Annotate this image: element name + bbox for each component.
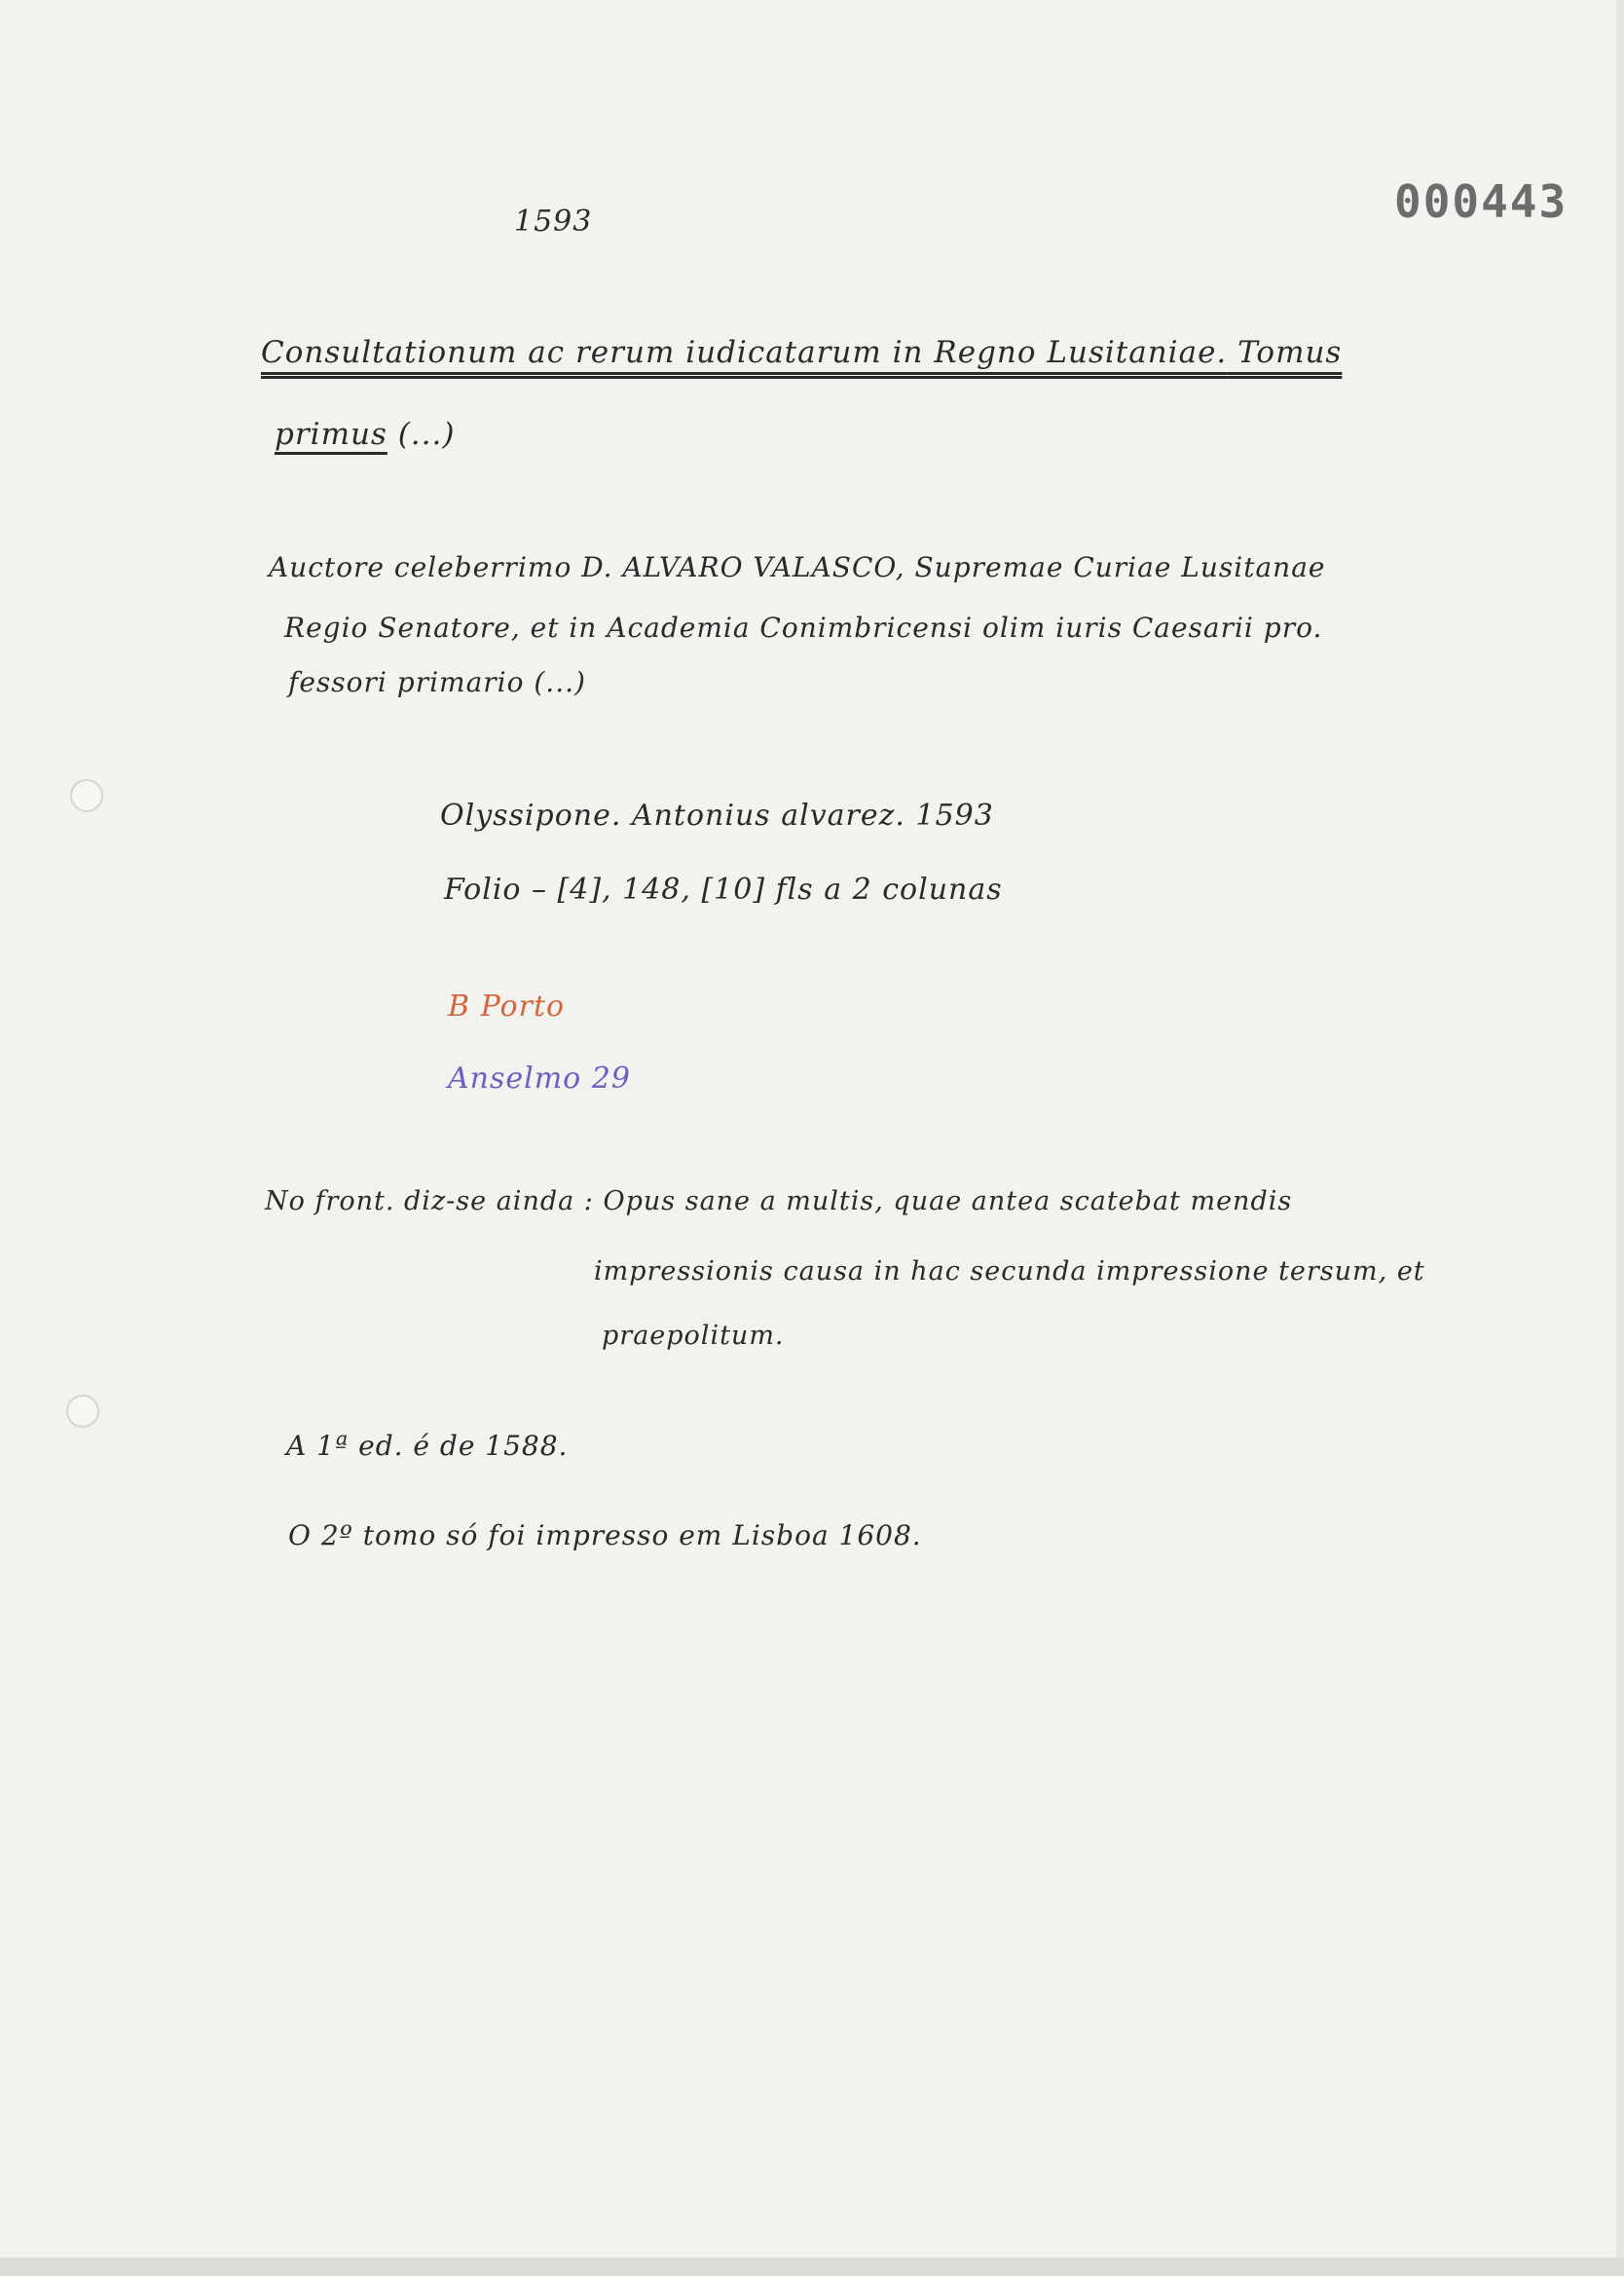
title-line-2-underlined: primus: [275, 417, 388, 452]
page-edge: [1616, 0, 1624, 2276]
note-line-2: impressionis causa in hac secunda impressione tersum, et: [594, 1256, 1425, 1287]
collation-line: Folio – [4], 148, [10] fls a 2 colunas: [444, 873, 1003, 907]
first-edition-note: A 1ª ed. é de 1588.: [286, 1430, 569, 1462]
note-line-3: praepolitum.: [602, 1321, 785, 1351]
title-line-1-text: Consultationum ac rerum iudicatarum in Regno Lusitaniae.: [261, 335, 1228, 370]
holding-anselmo: Anselmo 29: [448, 1062, 631, 1096]
author-line-2: Regio Senatore, et in Academia Conimbricensi olim iuris Caesarii pro.: [284, 612, 1323, 644]
title-line-2-rest: (...): [387, 417, 456, 452]
scan-bottom-edge: [0, 2257, 1624, 2276]
second-tome-note: O 2º tomo só foi impresso em Lisboa 1608.: [288, 1519, 922, 1551]
punch-hole-icon: [70, 779, 103, 812]
punch-hole-icon: [66, 1395, 99, 1428]
author-line-3: fessori primario (...): [288, 666, 586, 698]
author-line-1: Auctore celeberrimo D. ALVARO VALASCO, Supremae Curiae Lusitanae: [269, 551, 1326, 583]
stamp-number: 000443: [1394, 175, 1569, 228]
holding-porto: B Porto: [448, 989, 566, 1024]
note-line-1: No front. diz-se ainda : Opus sane a multis, quae antea scatebat mendis: [265, 1186, 1293, 1216]
record-year: 1593: [514, 205, 593, 239]
title-line-2: [275, 417, 455, 452]
title-line-1-tail: Tomus: [1227, 335, 1343, 370]
title-line-1: [261, 335, 1342, 370]
imprint-line: Olyssipone. Antonius alvarez. 1593: [440, 799, 994, 833]
